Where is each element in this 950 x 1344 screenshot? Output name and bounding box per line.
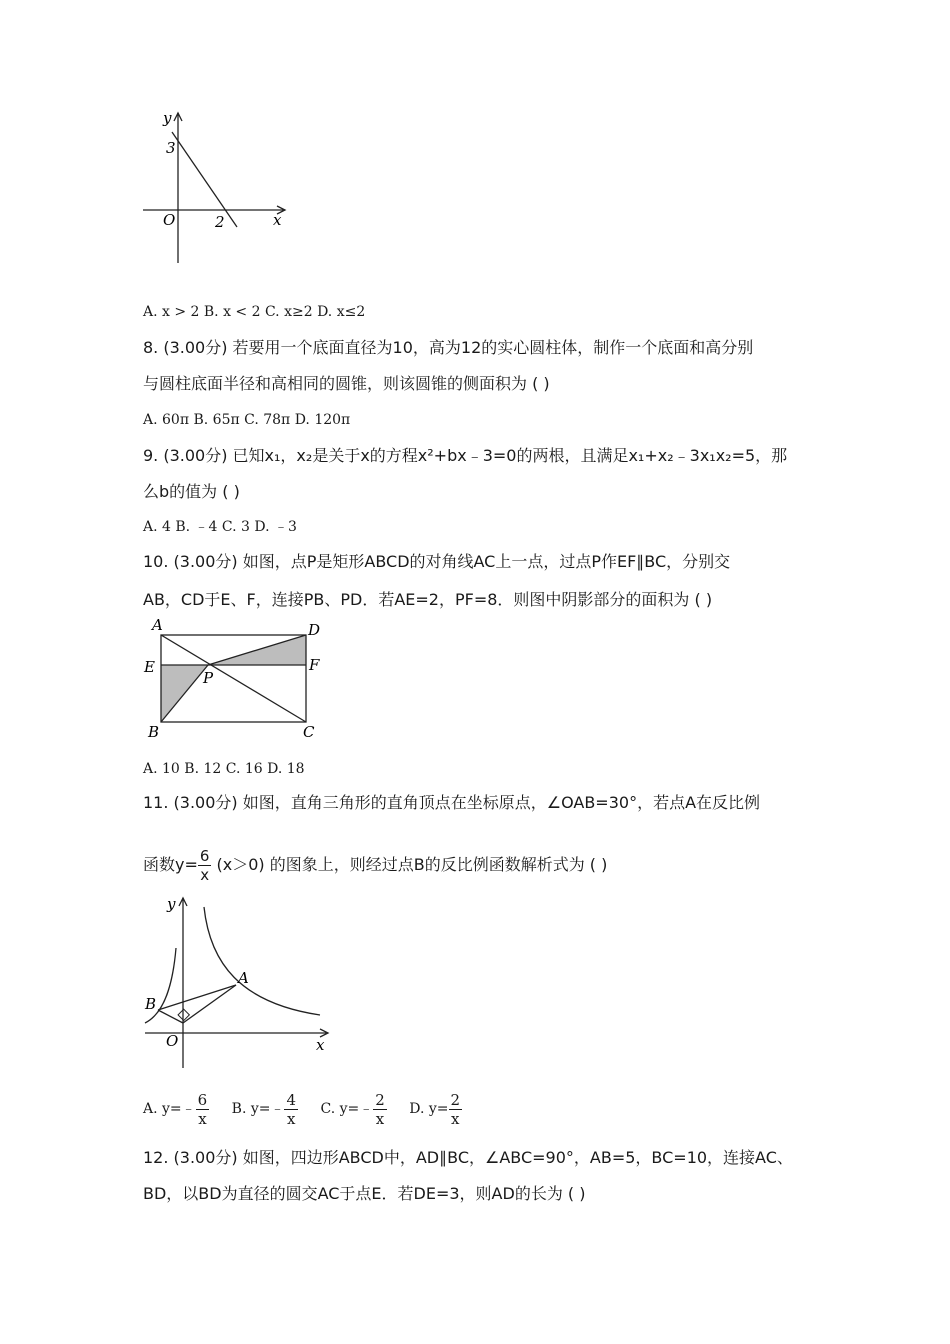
- q7-graph-figure: [135, 105, 295, 270]
- q11-option-b: [231, 1090, 298, 1128]
- q10-rectangle-figure: [140, 615, 330, 745]
- fraction-denominator: x: [287, 1109, 296, 1128]
- label-a: A: [152, 616, 163, 634]
- q10-text-line1: 10. (3.00分) 如图，点P是矩形ABCD的对角线AC上一点，过点P作EF∥BC，分别交: [143, 552, 731, 571]
- option-label: C. y=﹣: [320, 1101, 374, 1117]
- q10-text-line2: AB，CD于E、F，连接PB、PD．若AE=2，PF=8．则图中阴影部分的面积为 ( ): [143, 590, 713, 609]
- option-label: B. y=﹣: [231, 1101, 285, 1117]
- q8-options: A. 60π B. 65π C. 78π D. 120π: [143, 412, 351, 428]
- y-axis-label: y: [167, 895, 176, 913]
- point-b-label: B: [145, 995, 157, 1013]
- option-fraction: [196, 1091, 210, 1128]
- right-angle-mark: [178, 1009, 189, 1020]
- q11-option-d: [409, 1090, 462, 1128]
- fraction-denominator: x: [198, 1109, 207, 1128]
- origin-label: O: [163, 211, 176, 229]
- option-label: A. y=﹣: [143, 1101, 196, 1117]
- label-d: D: [308, 621, 321, 639]
- q7-options: A. x > 2 B. x < 2 C. x≥2 D. x≤2: [143, 304, 366, 320]
- y-axis-label: y: [163, 109, 172, 127]
- label-e: E: [144, 658, 155, 676]
- hyperbola-branch-a: [204, 907, 320, 1015]
- q11-options: [143, 1086, 480, 1132]
- q11-option-a: [143, 1090, 209, 1128]
- point-a-label: A: [238, 969, 249, 987]
- option-label: D. y=: [409, 1101, 449, 1117]
- fraction-numerator: 2: [450, 1090, 461, 1109]
- q11-option-c: [320, 1090, 386, 1128]
- origin-label: O: [166, 1032, 179, 1050]
- function-line: [172, 132, 237, 227]
- q11-fraction: [198, 847, 212, 884]
- q11-line2-suffix: (x＞0) 的图象上，则经过点B的反比例函数解析式为 ( ): [211, 855, 608, 874]
- q10-options: A. 10 B. 12 C. 16 D. 18: [143, 761, 305, 777]
- q11-hyperbola-figure: [140, 893, 340, 1073]
- fraction-denominator: x: [375, 1109, 385, 1128]
- label-p: P: [203, 669, 214, 687]
- option-fraction: [449, 1091, 463, 1128]
- option-fraction: [284, 1091, 298, 1128]
- fraction-numerator: 4: [286, 1090, 297, 1109]
- segment-oa: [183, 985, 236, 1023]
- label-b: B: [148, 723, 160, 741]
- tick-2-label: 2: [215, 213, 225, 231]
- fraction-denominator: x: [200, 866, 210, 884]
- q11-text-line1: 11. (3.00分) 如图，直角三角形的直角顶点在坐标原点，∠OAB=30°，若点A在反比例: [143, 793, 761, 812]
- q9-text-line1: 9. (3.00分) 已知x₁，x₂是关于x的方程x²+bx﹣3=0的两根，且满足x₁+x₂﹣3x₁x₂=5，那: [143, 446, 788, 465]
- q12-text-line1: 12. (3.00分) 如图，四边形ABCD中，AD∥BC，∠ABC=90°，AB=5，BC=10，连接AC、: [143, 1148, 793, 1167]
- q11-text-line2: [143, 843, 607, 887]
- q12-text-line2: BD，以BD为直径的圆交AC于点E．若DE=3，则AD的长为 ( ): [143, 1184, 586, 1203]
- x-axis-label: x: [316, 1036, 325, 1054]
- label-f: F: [309, 656, 320, 674]
- fraction-numerator: 6: [199, 847, 210, 865]
- option-fraction: [373, 1091, 387, 1128]
- q11-line2-prefix: 函数y=: [143, 855, 198, 874]
- q9-options: A. 4 B. ﹣4 C. 3 D. ﹣3: [143, 519, 297, 535]
- fraction-numerator: 2: [375, 1090, 385, 1109]
- q8-text-line2: 与圆柱底面半径和高相同的圆锥，则该圆锥的侧面积为 ( ): [143, 374, 550, 393]
- segment-ab: [158, 985, 236, 1010]
- q9-text-line2: 么b的值为 ( ): [143, 482, 240, 501]
- fraction-numerator: 6: [197, 1090, 208, 1109]
- tick-3-label: 3: [166, 139, 176, 157]
- label-c: C: [303, 723, 315, 741]
- x-axis-label: x: [273, 211, 282, 229]
- q8-text-line1: 8. (3.00分) 若要用一个底面直径为10，高为12的实心圆柱体，制作一个底面和高分别: [143, 338, 754, 357]
- fraction-denominator: x: [451, 1109, 460, 1128]
